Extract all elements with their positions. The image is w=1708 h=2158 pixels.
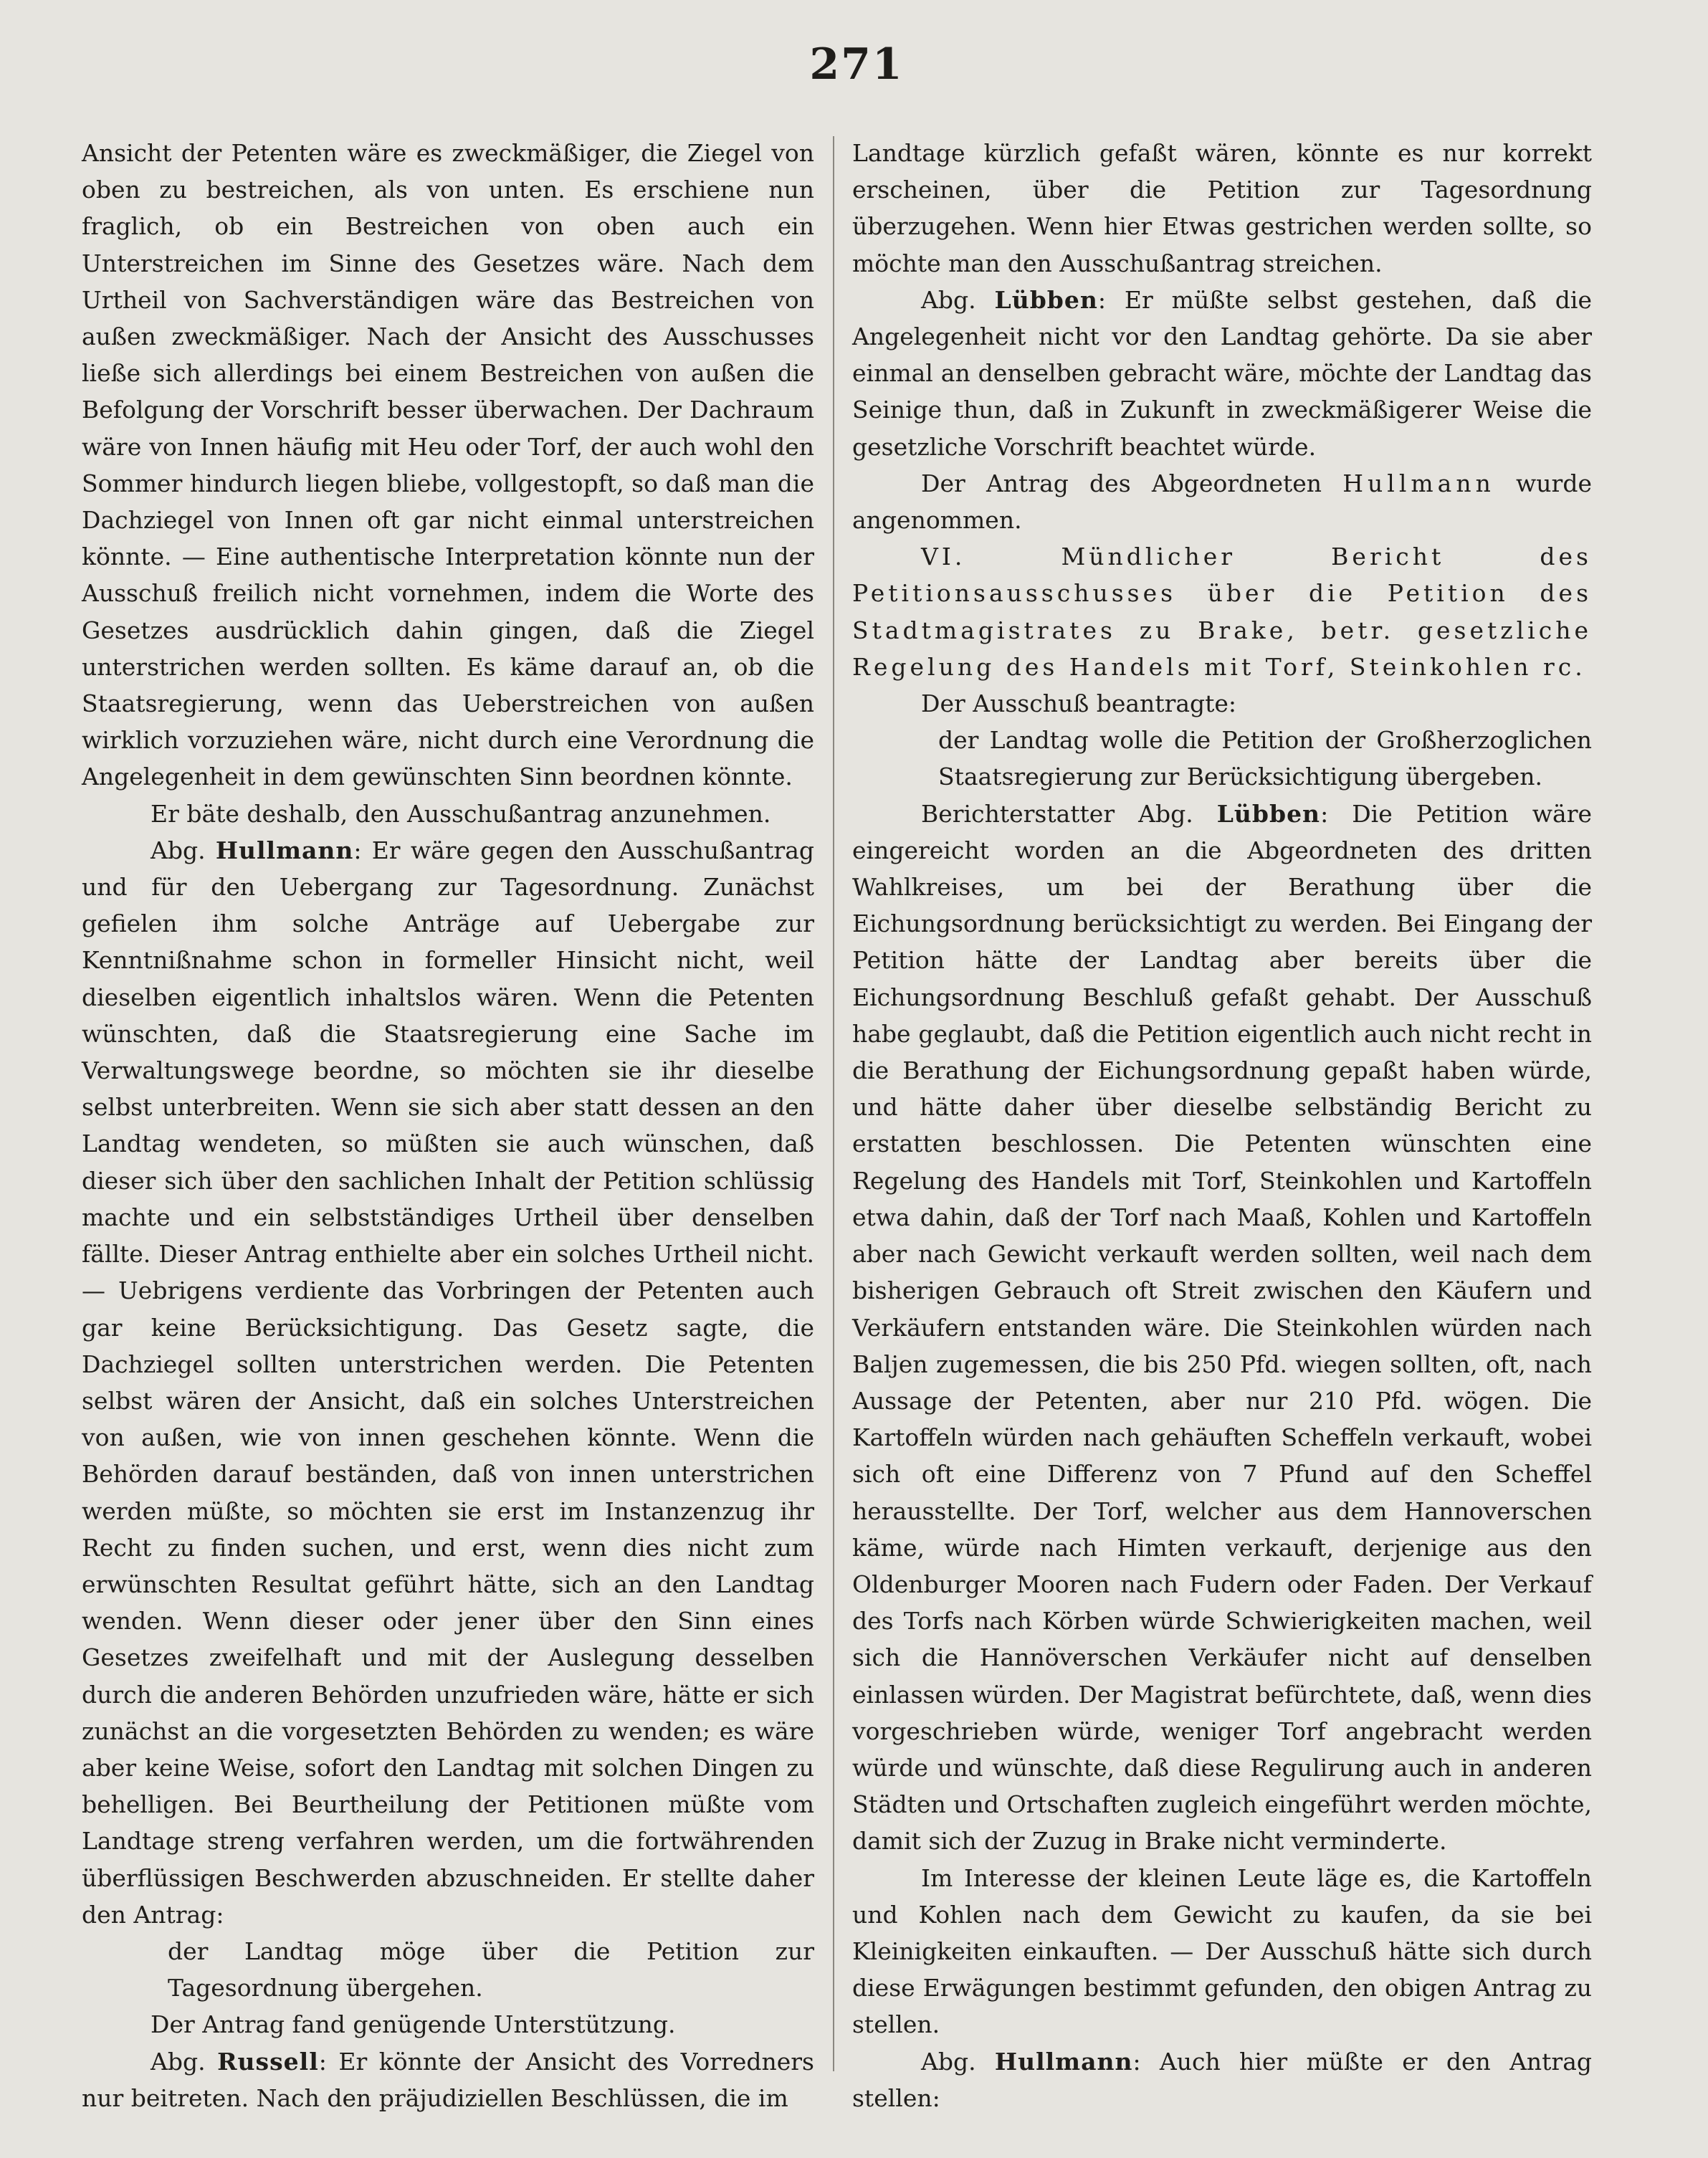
text: wurde angenommen. — [852, 469, 1592, 535]
speaker-name: Hullmann — [994, 2047, 1133, 2076]
speaker-name: Russell — [217, 2047, 319, 2076]
speech-paragraph — [82, 832, 814, 1933]
motion-quote: der Landtag möge über die Petition zur Tagesordnung übergehen. — [168, 1937, 814, 2002]
speaker-prefix: Abg. — [921, 285, 976, 314]
speech-text: : Auch hier müßte er den Antrag stellen: — [852, 2047, 1593, 2112]
speaker-prefix: Abg. — [151, 836, 206, 864]
speaker-name: Hullmann — [215, 836, 354, 864]
speaker-prefix: Abg. — [921, 2047, 976, 2076]
left-column — [82, 135, 814, 2116]
paragraph: Er bäte deshalb, den Ausschußantrag anzunehmen. — [151, 799, 771, 828]
speech-text: : Die Petition wäre eingereicht worden an die Abgeordneten des dritten Wahlkreises, um bei der Berathung über die Eichungsordnung berücksichtigt zu werden. Bei Eingang der Petition hätte der Landtag aber bereits über die Eichungsordnung Beschluß gefaßt gehabt. Der Ausschuß habe geglaubt, daß die Petition eigentlich auch nicht recht in die Berathung der Eichungsordnung gepaßt haben würde, und hätte daher über dieselbe selbständig Bericht zu erstatten beschlossen. Die Petenten wünschten eine Regelung des Handels mit Torf, Steinkohlen und Kartoffeln etwa dahin, daß der Torf nach Maaß, Kohlen und Kartoffeln aber nach Gewicht verkauft werden sollten, weil nach dem bisherigen Gebrauch oft Streit zwischen den Käufern und Verkäufern entstanden wäre. Die Steinkohlen würden nach Baljen zugemessen, die bis 250 Pfd. wiegen sollten, oft, nach Aussage der Petenten, aber nur 210 Pfd. wögen. Die Kartoffeln würden nach gehäuften Scheffeln verkauft, wobei sich oft eine Differenz von 7 Pfund auf den Scheffel herausstellte. Der Torf, welcher aus dem Hannoverschen käme, würde nach Himten verkauft, derjenige aus den Oldenburger Mooren nach Fudern oder Faden. Der Verkauf des Torfs nach Körben würde Schwierigkeiten machen, weil sich die Hannöverschen Verkäufer nicht auf denselben einlassen würden. Der Magistrat befürchtete, daß, wenn dies vorgeschrieben würde, weniger Torf angebracht werden würde und wünschte, daß diese Regulirung auch in anderen Städten und Ortschaften zugleich eingeführt werden möchte, damit sich der Zuzug in Brake nicht verminderte. — [852, 799, 1592, 1856]
speaker-name: Lübben — [994, 285, 1098, 314]
speech-text: : Er könnte der Ansicht des Vorredners nur beitreten. Nach den präjudiziellen Beschlüssen, die im — [82, 2047, 814, 2112]
section-heading: VI. Mündlicher Bericht des Petitionsausschusses über die Petition des Stadtmagistrates zu Brake, betr. gesetzliche Regelung des Handels mit Torf, Steinkohlen rc. — [852, 543, 1592, 681]
speech-paragraph — [852, 282, 1592, 465]
speaker-prefix: Abg. — [151, 2047, 206, 2076]
speech-text: : Er wäre gegen den Ausschußantrag und für den Uebergang zur Tagesordnung. Zunächst gefielen ihm solche Anträge auf Uebergabe zur Kenntnißnahme schon in formeller Hinsicht nicht, weil dieselben eigentlich inhaltslos wären. Wenn die Petenten wünschten, daß die Staatsregierung eine Sache im Verwaltungswege beordne, so möchten sie ihr dieselbe selbst unterbreiten. Wenn sie sich aber statt dessen an den Landtag wendeten, so müßten sie auch wünschen, daß dieser sich über den sachlichen Inhalt der Petition schlüssig machte und ein selbstständiges Urtheil über denselben fällte. Dieser Antrag enthielte aber ein solches Urtheil nicht. — Uebrigens verdiente das Vorbringen der Petenten auch gar keine Berücksichtigung. Das Gesetz sagte, die Dachziegel sollten unterstrichen werden. Die Petenten selbst wären der Ansicht, daß ein solches Unterstreichen von außen, wie von innen geschehen könnte. Wenn die Behörden darauf beständen, daß von innen unterstrichen werden müßte, so möchten sie erst im Instanzenzug ihr Recht zu finden suchen, und erst, wenn dies nicht zum erwünschten Resultat geführt hätte, sich an den Landtag wenden. Wenn dieser oder jener über den Sinn eines Gesetzes zweifelhaft und mit der Auslegung desselben durch die anderen Behörden unzufrieden wäre, hätte er sich zunächst an die vorgesetzten Behörden zu wenden; es wäre aber keine Weise, sofort den Landtag mit solchen Dingen zu behelligen. Bei Beurtheilung der Petitionen müßte vom Landtage streng verfahren werden, um die fortwährenden überflüssigen Beschwerden abzuschneiden. Er stellte daher den Antrag: — [82, 836, 814, 1929]
right-column — [852, 135, 1592, 2116]
paragraph: Im Interesse der kleinen Leute läge es, die Kartoffeln und Kohlen nach dem Gewicht zu kaufen, da sie bei Kleinigkeiten einkauften. — Der Ausschuß hätte sich durch diese Erwägungen bestimmt gefunden, den obigen Antrag zu stellen. — [852, 1863, 1592, 2039]
speaker-name: Lübben — [1216, 799, 1321, 828]
speech-paragraph — [82, 2043, 814, 2116]
speaker-prefix: Berichterstatter Abg. — [921, 799, 1193, 828]
speech-paragraph — [852, 796, 1592, 1860]
paragraph: Der Antrag fand genügende Unterstützung. — [151, 2010, 676, 2039]
paragraph: Landtage kürzlich gefaßt wären, könnte es nur korrekt erscheinen, über die Petition zur Tagesordnung überzugehen. Wenn hier Etwas gestrichen werden sollte, so möchte man den Ausschußantrag streichen. — [852, 139, 1592, 277]
speech-text: : Er müßte selbst gestehen, daß die Angelegenheit nicht vor den Landtag gehörte. Da sie aber einmal an denselben gebracht wäre, möchte der Landtag das Seinige thun, daß in Zukunft in zweckmäßigerer Weise die gesetzliche Vorschrift beachtet würde. — [852, 285, 1592, 461]
deputy-name: Hullmann — [1342, 469, 1495, 497]
text: Der Antrag des Abgeordneten — [921, 469, 1322, 497]
column-divider — [833, 136, 834, 2071]
paragraph: Ansicht der Petenten wäre es zweckmäßiger, die Ziegel von oben zu bestreichen, als von unten. Es erschiene nun fraglich, ob ein Bestreichen von oben auch ein Unterstreichen im Sinne des Gesetzes wäre. Nach dem Urtheil von Sachverständigen wäre das Bestreichen von außen zweckmäßiger. Nach der Ansicht des Ausschusses ließe sich allerdings bei einem Bestreichen von außen die Befolgung der Vorschrift besser überwachen. Der Dachraum wäre von Innen häufig mit Heu oder Torf, der auch wohl den Sommer hindurch liegen bliebe, vollgestopft, so daß man die Dachziegel von Innen oft gar nicht einmal unterstreichen könnte. — Eine authentische Interpretation könnte nun der Ausschuß freilich nicht vornehmen, indem die Worte des Gesetzes ausdrücklich dahin gingen, daß die Ziegel unterstrichen werden sollten. Es käme darauf an, ob die Staatsregierung, wenn das Ueberstreichen von außen wirklich vorzuziehen wäre, nicht durch eine Verordnung die Angelegenheit in dem gewünschten Sinn beordnen könnte. — [82, 139, 814, 791]
paragraph — [852, 465, 1592, 538]
speech-paragraph — [852, 2043, 1592, 2116]
motion-quote: der Landtag wolle die Petition der Großherzoglichen Staatsregierung zur Berücksichtigung übergeben. — [938, 726, 1592, 791]
page-number: 271 — [809, 39, 904, 90]
paragraph: Der Ausschuß beantragte: — [921, 689, 1237, 718]
